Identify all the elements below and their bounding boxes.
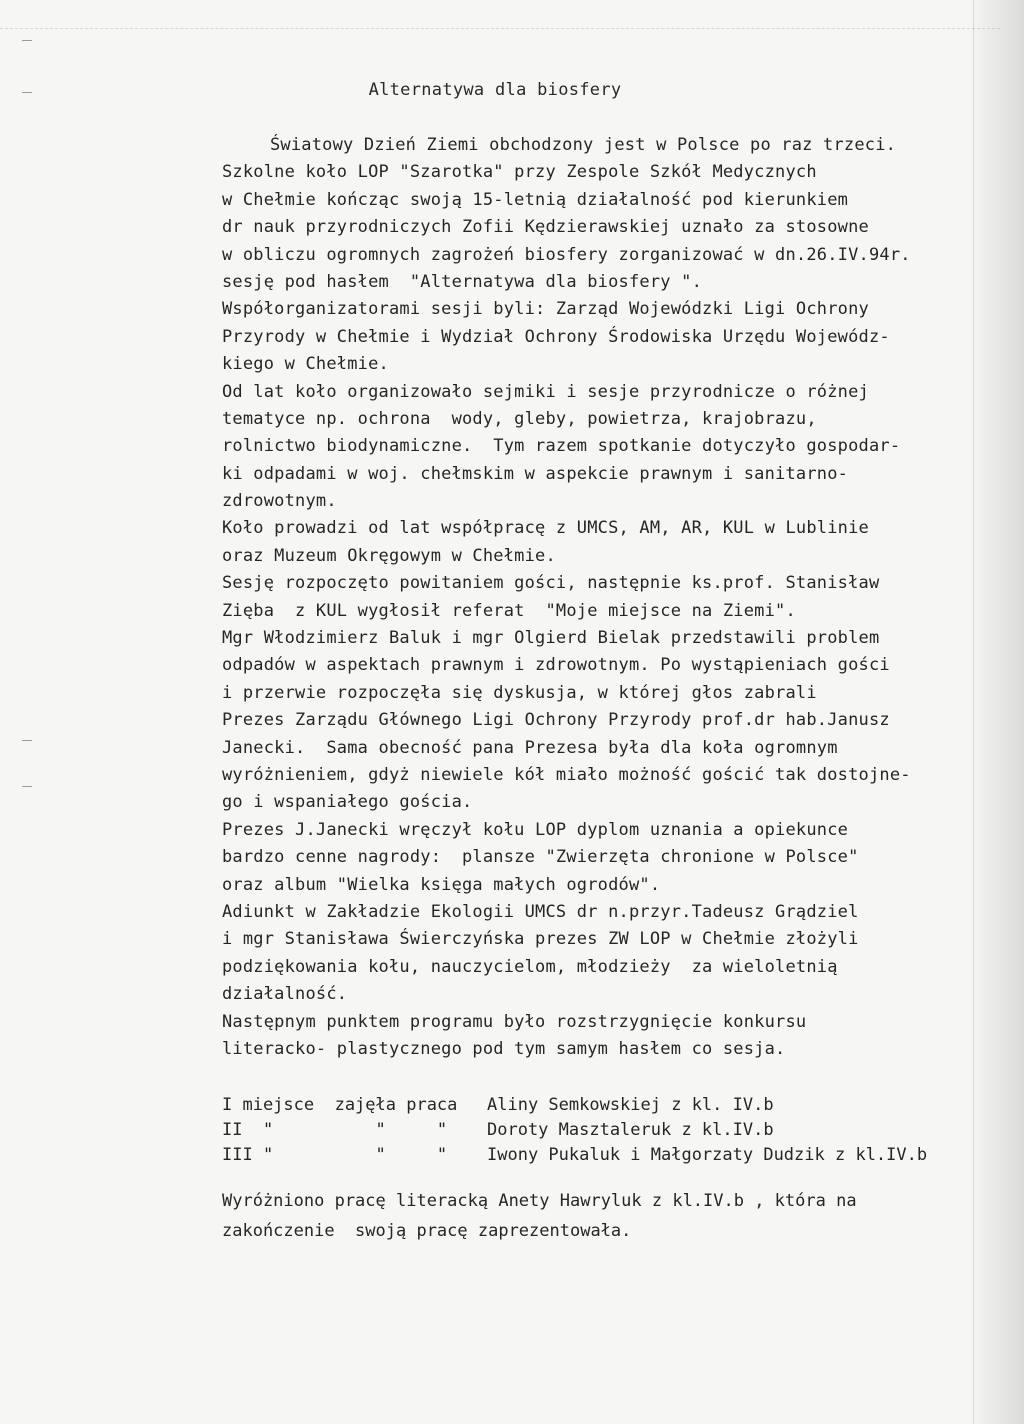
text-line: rolnictwo biodynamiczne. Tym razem spotkanie dotyczyło gospodar- xyxy=(222,436,901,457)
text-line: Sesję rozpoczęto powitaniem gości, następnie ks.prof. Stanisław xyxy=(222,573,880,594)
text-line: Następnym punktem programu było rozstrzygnięcie konkursu xyxy=(222,1011,807,1032)
text-line: i mgr Stanisława Świerczyńska prezes ZW LOP w Chełmie złożyli xyxy=(222,929,859,950)
text-line: Szkolne koło LOP "Szarotka" przy Zespole Szkół Medycznych xyxy=(222,162,817,183)
margin-mark xyxy=(22,40,32,41)
closing-line: Wyróżniono pracę literacką Anety Hawryluk z kl.IV.b , która na xyxy=(222,1191,857,1211)
text-line: dr nauk przyrodniczych Zofii Kędzierawskiej uznało za stosowne xyxy=(222,217,869,238)
margin-mark xyxy=(22,786,32,787)
document-body xyxy=(222,132,982,1063)
text-line: Od lat koło organizowało sejmiki i sesje przyrodnicze o różnej xyxy=(222,381,869,402)
text-line: odpadów w aspektach prawnym i zdrowotnym. Po wystąpieniach gości xyxy=(222,655,890,676)
text-line: podziękowania kołu, nauczycielom, młodzieży za wieloletnią xyxy=(222,956,838,977)
award-row xyxy=(222,1118,1012,1143)
award-place: I miejsce zajęła praca xyxy=(222,1095,458,1115)
document-title: Alternatywa dla biosfery xyxy=(368,80,622,100)
text-line: sesję pod hasłem "Alternatywa dla biosfery ". xyxy=(222,271,703,292)
closing-paragraph xyxy=(222,1186,1002,1246)
text-line: Zięba z KUL wygłosił referat "Moje miejsce na Ziemi". xyxy=(222,600,796,621)
award-row xyxy=(222,1143,1012,1168)
text-line: bardzo cenne nagrody: plansze "Zwierzęta chronione w Polsce" xyxy=(222,847,859,868)
text-line: w Chełmie kończąc swoją 15-letnią działalność pod kierunkiem xyxy=(222,189,849,210)
text-line: Koło prowadzi od lat współpracę z UMCS, AM, AR, KUL w Lublinie xyxy=(222,518,869,539)
text-line: zdrowotnym. xyxy=(222,491,337,512)
award-row xyxy=(222,1093,1012,1118)
closing-line: zakończenie swoją pracę zaprezentowała. xyxy=(222,1221,632,1241)
text-line: Adiunkt w Zakładzie Ekologii UMCS dr n.przyr.Tadeusz Grądziel xyxy=(222,901,859,922)
text-line: Światowy Dzień Ziemi obchodzony jest w Polsce po raz trzeci. xyxy=(270,135,897,155)
text-line: go i wspaniałego gościa. xyxy=(222,792,473,813)
awards-list xyxy=(222,1093,1012,1168)
award-winner: Doroty Masztaleruk z kl.IV.b xyxy=(487,1120,774,1140)
award-place: II " " " xyxy=(222,1120,448,1140)
text-line: działalność. xyxy=(222,984,348,1005)
award-place: III " " " xyxy=(222,1145,448,1165)
text-line: oraz Muzeum Okręgowym w Chełmie. xyxy=(222,545,556,566)
text-line: oraz album "Wielka księga małych ogrodów". xyxy=(222,874,661,895)
award-winner: Aliny Semkowskiej z kl. IV.b xyxy=(487,1095,774,1115)
text-line: ki odpadami w woj. chełmskim w aspekcie prawnym i sanitarno- xyxy=(222,463,849,484)
text-line: Mgr Włodzimierz Baluk i mgr Olgierd Bielak przedstawili problem xyxy=(222,628,880,649)
text-line: w obliczu ogromnych zagrożeń biosfery zorganizować w dn.26.IV.94r. xyxy=(222,244,911,265)
text-line: Prezes J.Janecki wręczył kołu LOP dyplom uznania a opiekunce xyxy=(222,819,849,840)
text-line: tematyce np. ochrona wody, gleby, powietrza, krajobrazu, xyxy=(222,408,817,429)
text-line: i przerwie rozpoczęła się dyskusja, w której głos zabrali xyxy=(222,682,817,703)
text-line: Współorganizatorami sesji byli: Zarząd Wojewódzki Ligi Ochrony xyxy=(222,299,869,320)
text-line: Przyrody w Chełmie i Wydział Ochrony Środowiska Urzędu Wojewódz- xyxy=(222,326,890,347)
text-line: Janecki. Sama obecność pana Prezesa była dla koła ogromnym xyxy=(222,737,838,758)
text-line: kiego w Chełmie. xyxy=(222,354,389,375)
text-line: wyróżnieniem, gdyż niewiele kół miało możność gościć tak dostojne- xyxy=(222,764,911,785)
text-line: Prezes Zarządu Głównego Ligi Ochrony Przyrody prof.dr hab.Janusz xyxy=(222,710,890,731)
margin-mark xyxy=(22,740,32,741)
award-winner: Iwony Pukaluk i Małgorzaty Dudzik z kl.IV.b xyxy=(487,1145,928,1165)
text-line: literacko- plastycznego pod tym samym hasłem co sesja. xyxy=(222,1038,786,1059)
top-scan-marks xyxy=(0,28,1000,37)
